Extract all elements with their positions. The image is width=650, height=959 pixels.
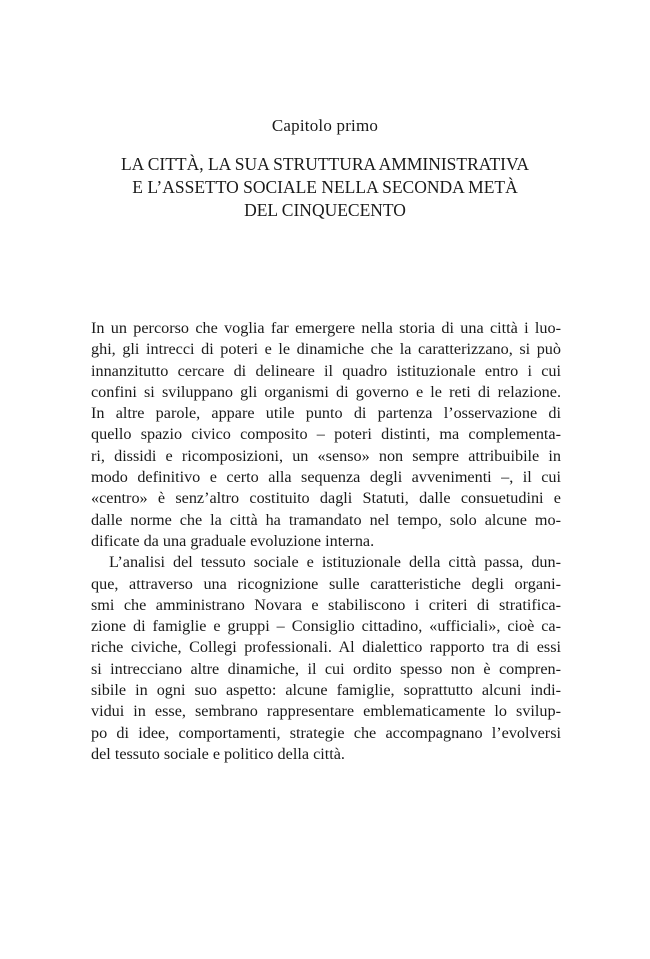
text-line: modo definitivo e certo alla sequenza degli avvenimenti –, il cui — [91, 468, 561, 487]
chapter-title-line: LA CITTÀ, LA SUA STRUTTURA AMMINISTRATIVA — [120, 154, 530, 174]
text-line: dalle norme che la città ha tramandato nel tempo, solo alcune mo- — [91, 510, 561, 529]
text-line: dificate da una graduale evoluzione interna. — [91, 531, 375, 550]
text-line: que, attraverso una ricognizione sulle caratteristiche degli organi- — [91, 574, 561, 593]
text-line: confini si sviluppano gli organismi di governo e le reti di relazione. — [91, 382, 561, 401]
text-line: sibile in ogni suo aspetto: alcune famiglie, soprattutto alcuni indi- — [91, 681, 561, 700]
text-line: del tessuto sociale e politico della città. — [91, 744, 345, 763]
text-line: smi che amministrano Novara e stabiliscono i criteri di stratifica- — [91, 595, 561, 614]
text-line: L’analisi del tessuto sociale e istituzionale della città passa, dun- — [109, 553, 561, 572]
chapter-title-line: DEL CINQUECENTO — [244, 200, 406, 220]
text-line: In un percorso che voglia far emergere nella storia di una città i luo- — [91, 319, 561, 337]
text-line: vidui in esse, sembrano rappresentare emblematicamente lo svilup- — [91, 702, 561, 721]
chapter-label: Capitolo primo — [271, 116, 379, 135]
body-text — [91, 318, 561, 765]
text-line: po di idee, comportamenti, strategie che accompagnano l’evolversi — [91, 723, 561, 742]
paragraph-1 — [91, 318, 561, 552]
text-line: In altre parole, appare utile punto di partenza l’osservazione di — [91, 404, 561, 423]
text-line: quello spazio civico composito – poteri distinti, ma complementa- — [91, 425, 561, 444]
text-line: innanzitutto cercare di delineare il quadro istituzionale entro i cui — [91, 361, 561, 380]
text-line: si intrecciano altre dinamiche, il cui ordito spesso non è compren- — [91, 659, 561, 678]
chapter-title-line: E L’ASSETTO SOCIALE NELLA SECONDA METÀ — [132, 177, 518, 197]
chapter-title — [60, 153, 590, 222]
text-line: zione di famiglie e gruppi – Consiglio cittadino, «ufficiali», cioè ca- — [91, 617, 561, 636]
paragraph-2 — [91, 552, 561, 765]
text-line: ghi, gli intrecci di poteri e le dinamiche che la caratterizzano, si può — [91, 340, 561, 359]
text-line: ri, dissidi e ricomposizioni, un «senso» non sempre attribuibile in — [91, 446, 561, 465]
text-line: riche civiche, Collegi professionali. Al dialettico rapporto tra di essi — [91, 638, 561, 657]
text-line: «centro» è senz’altro costituito dagli Statuti, dalle consuetudini e — [91, 489, 561, 508]
